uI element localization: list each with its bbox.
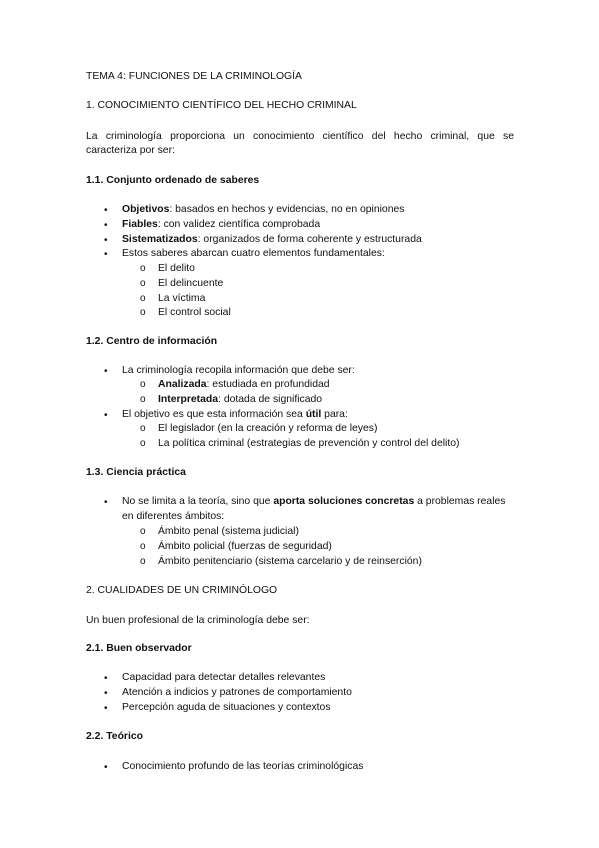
circle-bullet-icon: o [140,423,146,434]
list-item-continuation: en diferentes ámbitos: [122,511,225,522]
sub-list-item: Ámbito penal (sistema judicial) [158,526,299,537]
sub-list-item: El delito [158,263,195,274]
section-1-1-heading: 1.1. Conjunto ordenado de saberes [86,175,260,186]
bullet-icon: • [104,762,108,773]
list-item: Objetivos: basados en hechos y evidencias, no en opiniones [122,204,405,215]
section-1-heading: 1. CONOCIMIENTO CIENTÍFICO DEL HECHO CRIMINAL [86,100,357,111]
circle-bullet-icon: o [140,541,146,552]
document-title: TEMA 4: FUNCIONES DE LA CRIMINOLOGÍA [86,71,302,82]
bullet-icon: • [104,249,108,260]
circle-bullet-icon: o [140,394,146,405]
list-item: El objetivo es que esta información sea útil para: [122,409,348,420]
bullet-icon: • [104,673,108,684]
circle-bullet-icon: o [140,263,146,274]
list-item: Atención a indicios y patrones de comportamiento [122,687,352,698]
list-item: Sistematizados: organizados de forma coherente y estructurada [122,234,422,245]
sub-list-item: Interpretada: dotada de significado [158,394,323,405]
section-1-3-heading: 1.3. Ciencia práctica [86,467,186,478]
section-2-intro: Un buen profesional de la criminología debe ser: [86,615,310,626]
list-item: Conocimiento profundo de las teorías criminológicas [122,761,364,772]
list-item: Percepción aguda de situaciones y contextos [122,702,331,713]
list-item: La criminología recopila información que debe ser: [122,365,355,376]
bullet-icon: • [104,205,108,216]
bullet-icon: • [104,410,108,421]
sub-list-item: El control social [158,307,231,318]
sub-list-item: Ámbito penitenciario (sistema carcelario y de reinserción) [158,556,422,567]
section-2-1-heading: 2.1. Buen observador [86,643,192,654]
section-2-2-heading: 2.2. Teórico [86,731,143,742]
circle-bullet-icon: o [140,278,146,289]
section-1-intro-line-1: La criminología proporciona un conocimiento científico del hecho criminal, que se [86,131,514,142]
circle-bullet-icon: o [140,438,146,449]
sub-list-item: El delincuente [158,278,224,289]
sub-list-item: La víctima [158,293,206,304]
sub-list-item: Ámbito policial (fuerzas de seguridad) [158,541,332,552]
circle-bullet-icon: o [140,526,146,537]
bullet-icon: • [104,497,108,508]
bullet-icon: • [104,688,108,699]
list-item: No se limita a la teoría, sino que aporta soluciones concretas a problemas reales [122,496,506,507]
bullet-icon: • [104,235,108,246]
bullet-icon: • [104,703,108,714]
circle-bullet-icon: o [140,307,146,318]
list-item: Fiables: con validez científica comprobada [122,219,321,230]
section-2-heading: 2. CUALIDADES DE UN CRIMINÓLOGO [86,585,278,596]
list-item: Estos saberes abarcan cuatro elementos fundamentales: [122,248,385,259]
sub-list-item: El legislador (en la creación y reforma de leyes) [158,423,378,434]
circle-bullet-icon: o [140,556,146,567]
sub-list-item: La política criminal (estrategias de prevención y control del delito) [158,438,460,449]
section-1-2-heading: 1.2. Centro de información [86,336,218,347]
circle-bullet-icon: o [140,293,146,304]
section-1-intro-line-2: caracteriza por ser: [86,145,175,156]
circle-bullet-icon: o [140,379,146,390]
sub-list-item: Analizada: estudiada en profundidad [158,379,330,390]
list-item: Capacidad para detectar detalles relevantes [122,672,326,683]
bullet-icon: • [104,366,108,377]
bullet-icon: • [104,220,108,231]
